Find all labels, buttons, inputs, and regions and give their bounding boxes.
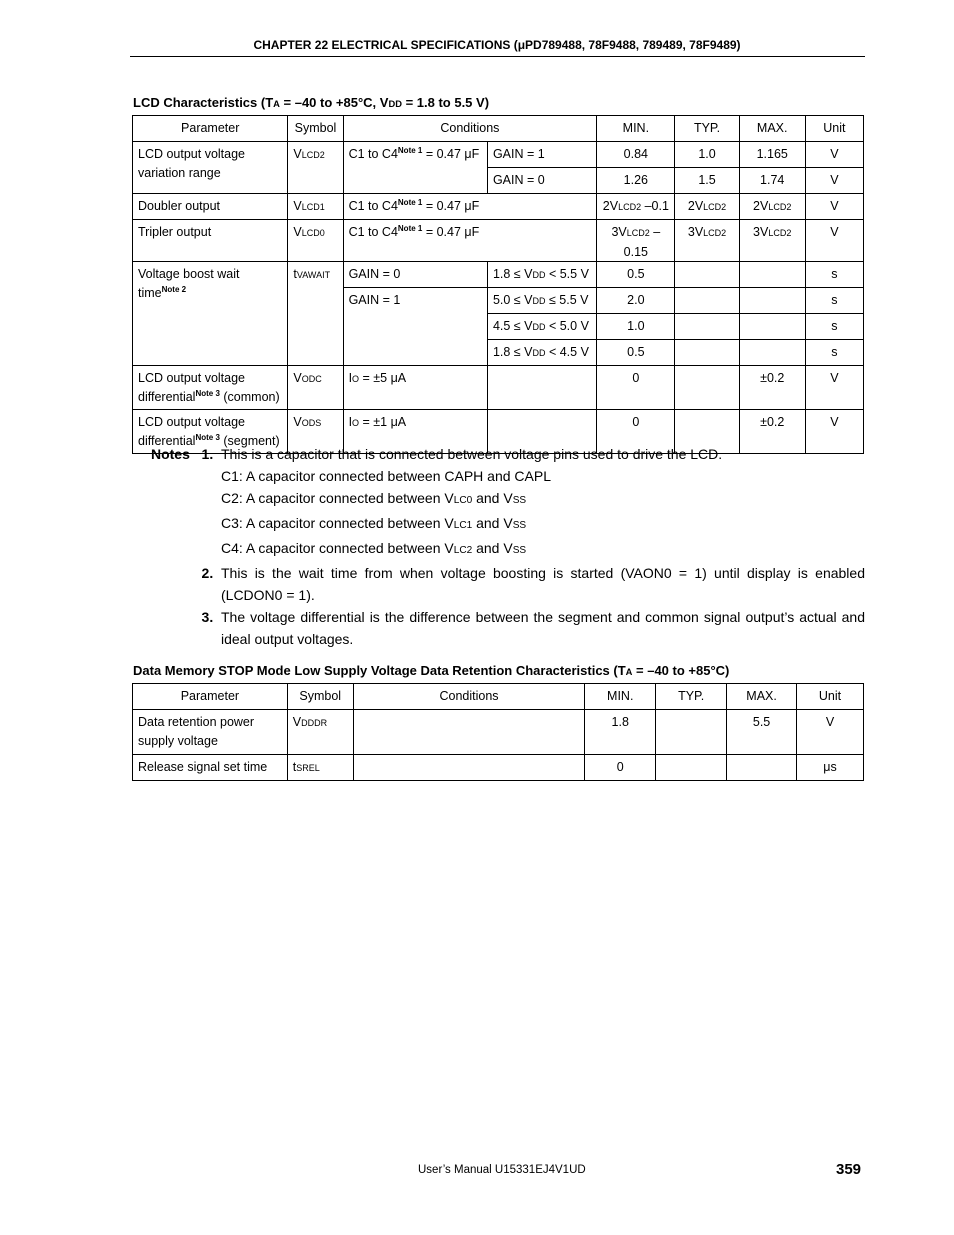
note-text: C4: A capacitor connected between V [221,540,454,556]
table-row [133,755,864,781]
cond-sub: O [352,374,360,384]
condition-cell [353,710,585,755]
min-cell: 1.8 [585,710,656,755]
cond-text: = 0.47 μF [422,199,480,213]
symbol-text: V [293,371,302,385]
lcd-characteristics-table [132,115,864,454]
unit-cell: V [805,168,863,194]
value-text: 2V [687,199,704,213]
symbol-sub: SREL [296,763,320,773]
note-sub: LC2 [453,545,473,556]
param-text: LCD output voltage differential [138,371,246,404]
value-sub: LCD2 [618,202,642,212]
cond-text: 1.8 ≤ V [492,345,533,359]
cond-text: C1 to C4 [348,147,398,161]
col-header-conditions: Conditions [343,116,597,142]
symbol-cell [287,710,353,755]
min-cell: 0.84 [597,142,675,168]
note-text: This is the wait time from when voltage boosting is started (VAON0 = 1) until display is enabled (LCDON0 = 1). [221,565,865,603]
cond-sub: O [352,418,360,428]
header-rule [130,56,865,57]
col-header-unit: Unit [805,116,863,142]
max-cell: 1.74 [739,168,805,194]
note-number [148,606,221,650]
unit-cell: V [805,220,863,262]
note-c2 [221,487,865,512]
typ-cell [656,710,727,755]
param-cell: LCD output voltage variation range [133,142,288,194]
cond-text: ≤ 5.5 V [545,293,589,307]
symbol-sub: VAWAIT [296,270,331,280]
value-text: –0.15 [623,225,661,259]
note-sub: SS [512,545,527,556]
param-text: (segment) [219,433,280,448]
cond-text: = ±5 μA [359,371,407,385]
cond-sub: DD [532,296,546,306]
unit-cell: s [805,262,863,288]
value-text: 3V [611,225,627,239]
cond-sub: DD [532,270,546,280]
param-cell: Tripler output [133,220,288,262]
min-cell: 0 [585,755,656,781]
typ-cell [675,314,739,340]
cond-text: 5.0 ≤ V [492,293,533,307]
min-cell [597,220,675,262]
unit-cell: s [805,288,863,314]
symbol-cell [288,262,343,366]
note-c1: C1: A capacitor connected between CAPH and CAPL [221,468,551,484]
max-cell [739,194,805,220]
typ-cell [675,340,739,366]
param-cell: Data retention power supply voltage [133,710,288,755]
unit-cell: V [805,142,863,168]
symbol-text: t [293,267,297,281]
symbol-cell [287,755,353,781]
lcd-section-title [133,95,489,110]
note-number-text: 3. [201,609,214,625]
col-header-typ: TYP. [656,684,727,710]
min-cell: 0 [597,410,675,454]
value-sub: LCD2 [703,202,727,212]
note-c3 [221,512,865,537]
value-text: 3V [753,225,769,239]
notes-block [148,443,865,650]
cond-text: < 4.5 V [545,345,589,359]
cond-text: < 5.0 V [545,319,589,333]
col-header-min: MIN. [585,684,656,710]
condition-cell [487,262,596,288]
symbol-sub: ODS [301,418,322,428]
note-sub: SS [512,520,527,531]
unit-cell: μs [797,755,864,781]
value-sub: LCD2 [703,228,727,238]
param-text: LCD output voltage differential [138,415,246,448]
typ-cell: 1.5 [675,168,739,194]
symbol-text: V [293,147,302,161]
page-number: 359 [836,1161,862,1178]
max-cell [739,220,805,262]
unit-cell: V [805,194,863,220]
col-header-symbol: Symbol [287,684,353,710]
symbol-cell [288,194,343,220]
note-ref: Note 2 [161,284,187,294]
note-ref: Note 1 [397,223,423,233]
max-cell [739,340,805,366]
table-row [133,142,864,168]
symbol-sub: LCD2 [301,150,325,160]
typ-cell: 1.0 [675,142,739,168]
typ-cell [675,194,739,220]
note-text: and V [472,490,513,506]
typ-cell [675,366,739,410]
condition-cell [487,288,596,314]
note-ref: Note 1 [397,145,423,155]
chapter-header: CHAPTER 22 ELECTRICAL SPECIFICATIONS (μPD789488, 78F9488, 789489, 78F9489) [253,38,741,52]
value-sub: LCD2 [768,202,792,212]
retention-title-post: = –40 to +85°C) [632,663,730,678]
condition-cell: GAIN = 1 [343,288,487,366]
symbol-text: V [292,715,302,729]
col-header-conditions: Conditions [353,684,585,710]
min-cell: 1.26 [597,168,675,194]
col-header-parameter: Parameter [133,684,288,710]
value-text: 2V [602,199,619,213]
symbol-text: V [293,415,302,429]
condition-cell [343,366,487,410]
cond-text: = 0.47 μF [422,147,480,161]
condition-cell [487,366,596,410]
symbol-cell [288,142,343,194]
value-sub: LCD2 [626,228,650,238]
cond-text: C1 to C4 [348,225,398,239]
col-header-typ: TYP. [675,116,739,142]
note-ref: Note 3 [195,388,220,398]
note-text: C2: A capacitor connected between V [221,490,454,506]
notes-heading: Notes [150,446,190,462]
note-3 [148,606,865,650]
table-row [133,366,864,410]
cond-text: I [348,415,353,429]
table-row [133,710,864,755]
note-ref: Note 1 [397,197,423,207]
symbol-cell [288,220,343,262]
max-cell [739,262,805,288]
lcd-title-sub2: DD [388,99,402,109]
retention-title-pre: Data Memory STOP Mode Low Supply Voltage Data Retention Characteristics (T [133,663,626,678]
col-header-symbol: Symbol [288,116,343,142]
col-header-parameter: Parameter [133,116,288,142]
symbol-text: t [292,760,297,774]
note-ref: Note 3 [195,432,220,442]
note-sub: SS [512,495,527,506]
typ-cell [675,220,739,262]
condition-cell [343,142,487,194]
lcd-title-pre: LCD Characteristics (T [133,95,274,110]
retention-title-sub: A [625,667,633,677]
max-cell: ±0.2 [739,366,805,410]
retention-section-title [133,663,729,678]
note-sub: LC1 [453,520,473,531]
max-cell [727,755,797,781]
cond-text: C1 to C4 [348,199,398,213]
condition-cell [353,755,585,781]
table-row [133,194,864,220]
condition-cell: GAIN = 1 [487,142,596,168]
symbol-sub: DDDR [301,718,328,728]
condition-cell [487,340,596,366]
condition-cell: GAIN = 0 [487,168,596,194]
condition-cell [343,220,597,262]
table-row [133,220,864,262]
max-cell [739,288,805,314]
min-cell: 0.5 [597,262,675,288]
unit-cell: V [805,410,863,454]
unit-cell: V [805,366,863,410]
symbol-text: V [293,199,302,213]
param-cell: Release signal set time [133,755,288,781]
data-retention-table [132,683,864,781]
value-text: –0.1 [641,199,669,213]
cond-text: 4.5 ≤ V [492,319,533,333]
col-header-max: MAX. [739,116,805,142]
cond-text: < 5.5 V [545,267,589,281]
col-header-min: MIN. [597,116,675,142]
min-cell: 2.0 [597,288,675,314]
condition-cell [343,194,597,220]
note-1 [148,443,865,465]
cond-text: = ±1 μA [359,415,407,429]
value-text: 3V [687,225,704,239]
param-cell: Doubler output [133,194,288,220]
param-cell [133,262,288,366]
table-row [133,262,864,288]
lcd-title-post: = 1.8 to 5.5 V) [401,95,490,110]
cond-sub: DD [532,348,546,358]
cond-text: I [348,371,353,385]
cond-text: = 0.47 μF [422,225,480,239]
typ-cell [675,288,739,314]
symbol-sub: LCD1 [301,202,325,212]
note-c4 [221,537,865,562]
note-text: and V [472,515,513,531]
unit-cell: V [797,710,864,755]
footer-manual-id: User’s Manual U15331EJ4V1UD [418,1164,586,1176]
typ-cell [675,262,739,288]
symbol-sub: LCD0 [301,228,325,238]
note-text: and V [472,540,513,556]
min-cell: 0.5 [597,340,675,366]
table-header-row [133,684,864,710]
condition-cell: GAIN = 0 [343,262,487,288]
symbol-sub: ODC [301,374,322,384]
note-text: C3: A capacitor connected between V [221,515,454,531]
max-cell: ±0.2 [739,410,805,454]
note-label [148,443,221,465]
value-text: 2V [753,199,769,213]
note-number [148,562,221,606]
cond-sub: DD [532,322,546,332]
note-2 [148,562,865,606]
min-cell: 1.0 [597,314,675,340]
col-header-max: MAX. [727,684,797,710]
param-cell [133,366,288,410]
param-text: (common) [219,389,280,404]
min-cell: 0 [597,366,675,410]
lcd-title-mid: = –40 to +85°C, V [279,95,389,110]
value-sub: LCD2 [768,228,792,238]
min-cell [597,194,675,220]
max-cell: 5.5 [727,710,797,755]
note-number-text: 2. [201,565,214,581]
condition-cell [487,314,596,340]
cond-text: 1.8 ≤ V [492,267,533,281]
lcd-title-sub1: A [273,99,280,109]
max-cell [739,314,805,340]
symbol-cell [288,366,343,410]
typ-cell [656,755,727,781]
symbol-text: V [293,225,302,239]
unit-cell: s [805,314,863,340]
col-header-unit: Unit [797,684,864,710]
param-text: Voltage boost wait time [138,267,240,300]
table-header-row [133,116,864,142]
note-text: This is a capacitor that is connected between voltage pins used to drive the LCD. [221,446,723,462]
note-number: 1. [201,446,214,462]
max-cell: 1.165 [739,142,805,168]
note-text: The voltage differential is the difference between the segment and common signal output’s actual and ideal output voltages. [221,609,865,647]
note-sub: LC0 [453,495,473,506]
unit-cell: s [805,340,863,366]
